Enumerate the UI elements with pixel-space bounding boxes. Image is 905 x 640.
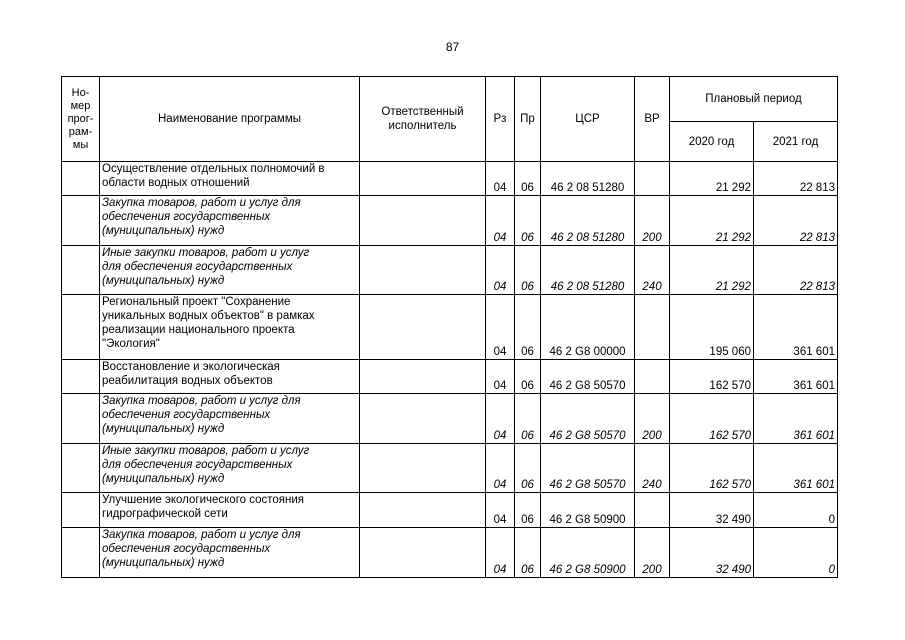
cell-vr: 200: [635, 196, 670, 246]
cell-2021: 361 601: [754, 295, 838, 360]
cell-pr: 06: [515, 493, 541, 528]
cell-rz: 04: [486, 196, 515, 246]
cell-pr: 06: [515, 196, 541, 246]
cell-pr: 06: [515, 162, 541, 196]
cell-pr: 06: [515, 360, 541, 394]
cell-executor: [360, 444, 486, 493]
cell-pr: 06: [515, 394, 541, 444]
table-row: [62, 295, 838, 360]
table-row: [62, 360, 838, 394]
cell-executor: [360, 246, 486, 295]
cell-program-number: [62, 528, 100, 578]
cell-csr: 46 2 08 51280: [541, 162, 635, 196]
cell-pr: 06: [515, 246, 541, 295]
cell-vr: 200: [635, 394, 670, 444]
cell-rz: 04: [486, 295, 515, 360]
cell-vr: 240: [635, 246, 670, 295]
cell-program-name: Иные закупки товаров, работ и услуг для обеспечения государственных (муниципальных) нужд: [100, 444, 360, 493]
cell-2020: 21 292: [670, 196, 754, 246]
cell-rz: 04: [486, 162, 515, 196]
budget-table: [61, 76, 838, 578]
cell-csr: 46 2 G8 50570: [541, 394, 635, 444]
cell-program-number: [62, 196, 100, 246]
cell-2020: 162 570: [670, 444, 754, 493]
cell-2020: 162 570: [670, 360, 754, 394]
header-pr: Пр: [515, 77, 541, 162]
cell-vr: [635, 162, 670, 196]
cell-program-name: Иные закупки товаров, работ и услуг для обеспечения государственных (муниципальных) нужд: [100, 246, 360, 295]
cell-program-number: [62, 360, 100, 394]
cell-rz: 04: [486, 444, 515, 493]
cell-program-name: Региональный проект "Сохранение уникальных водных объектов" в рамках реализации национального проекта "Экология": [100, 295, 360, 360]
table-row: [62, 394, 838, 444]
cell-2021: 361 601: [754, 444, 838, 493]
cell-pr: 06: [515, 528, 541, 578]
table-row: [62, 444, 838, 493]
cell-2021: 22 813: [754, 196, 838, 246]
cell-executor: [360, 295, 486, 360]
cell-csr: 46 2 08 51280: [541, 246, 635, 295]
header-vr: ВР: [635, 77, 670, 162]
cell-csr: 46 2 08 51280: [541, 196, 635, 246]
cell-csr: 46 2 G8 50900: [541, 493, 635, 528]
cell-program-name: Закупка товаров, работ и услуг для обеспечения государственных (муниципальных) нужд: [100, 394, 360, 444]
cell-program-number: [62, 394, 100, 444]
cell-program-number: [62, 493, 100, 528]
header-year-2021: 2021 год: [754, 122, 838, 162]
cell-pr: 06: [515, 295, 541, 360]
table-row: [62, 162, 838, 196]
cell-program-number: [62, 295, 100, 360]
cell-vr: [635, 360, 670, 394]
table-row: [62, 528, 838, 578]
cell-executor: [360, 360, 486, 394]
cell-program-number: [62, 162, 100, 196]
cell-program-name: Восстановление и экологическая реабилитация водных объектов: [100, 360, 360, 394]
cell-csr: 46 2 G8 50570: [541, 444, 635, 493]
table-row: [62, 493, 838, 528]
header-year-2020: 2020 год: [670, 122, 754, 162]
cell-program-name: Закупка товаров, работ и услуг для обеспечения государственных (муниципальных) нужд: [100, 196, 360, 246]
cell-2021: 0: [754, 493, 838, 528]
cell-2020: 32 490: [670, 528, 754, 578]
cell-program-number: [62, 444, 100, 493]
table-body: [62, 162, 838, 578]
header-program-name: Наименование программы: [100, 77, 360, 162]
header-program-number: Но- мер прог- рам- мы: [62, 77, 100, 162]
cell-vr: [635, 493, 670, 528]
header-planning-period: Плановый период: [670, 77, 838, 122]
cell-rz: 04: [486, 360, 515, 394]
cell-2021: 22 813: [754, 162, 838, 196]
cell-2020: 162 570: [670, 394, 754, 444]
cell-2020: 32 490: [670, 493, 754, 528]
cell-csr: 46 2 G8 50900: [541, 528, 635, 578]
header-executor: Ответственный исполнитель: [360, 77, 486, 162]
cell-2021: 0: [754, 528, 838, 578]
table-row: [62, 196, 838, 246]
cell-2021: 361 601: [754, 394, 838, 444]
cell-rz: 04: [486, 493, 515, 528]
cell-rz: 04: [486, 394, 515, 444]
cell-program-name: Осуществление отдельных полномочий в области водных отношений: [100, 162, 360, 196]
header-rz: Рз: [486, 77, 515, 162]
cell-rz: 04: [486, 246, 515, 295]
cell-2020: 21 292: [670, 162, 754, 196]
cell-pr: 06: [515, 444, 541, 493]
table-row: [62, 246, 838, 295]
cell-vr: [635, 295, 670, 360]
cell-2020: 195 060: [670, 295, 754, 360]
cell-vr: 200: [635, 528, 670, 578]
cell-executor: [360, 394, 486, 444]
cell-2020: 21 292: [670, 246, 754, 295]
cell-vr: 240: [635, 444, 670, 493]
cell-2021: 361 601: [754, 360, 838, 394]
cell-executor: [360, 162, 486, 196]
cell-rz: 04: [486, 528, 515, 578]
cell-program-name: Улучшение экологического состояния гидрографической сети: [100, 493, 360, 528]
cell-executor: [360, 196, 486, 246]
page-number: 87: [445, 40, 460, 54]
cell-csr: 46 2 G8 00000: [541, 295, 635, 360]
cell-program-name: Закупка товаров, работ и услуг для обеспечения государственных (муниципальных) нужд: [100, 528, 360, 578]
cell-2021: 22 813: [754, 246, 838, 295]
cell-executor: [360, 493, 486, 528]
cell-program-number: [62, 246, 100, 295]
cell-executor: [360, 528, 486, 578]
header-csr: ЦСР: [541, 77, 635, 162]
cell-csr: 46 2 G8 50570: [541, 360, 635, 394]
